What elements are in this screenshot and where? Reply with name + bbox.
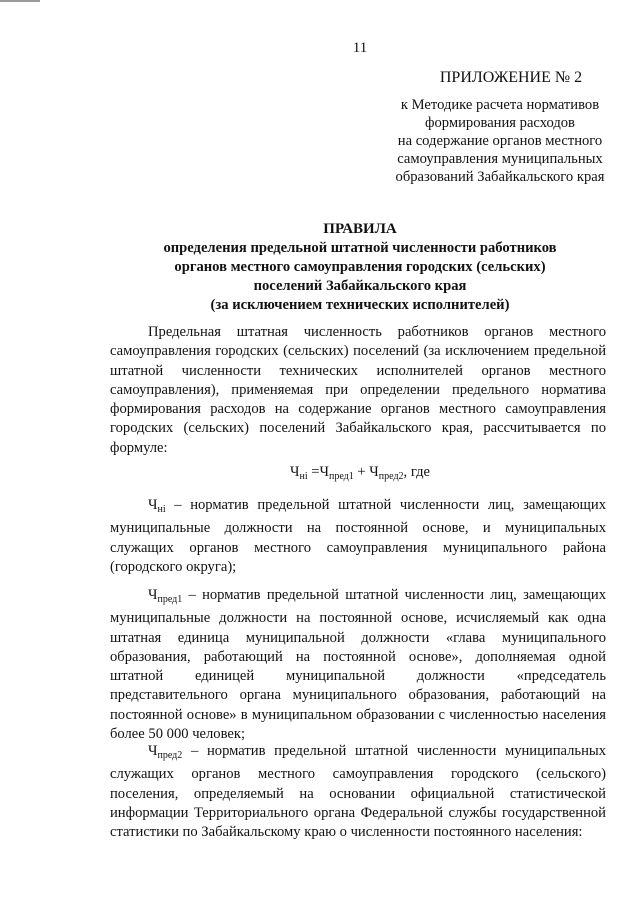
rules-subtitle-line: органов местного самоуправления городских (сельских) <box>174 259 546 275</box>
appendix-line: формирования расходов <box>425 115 575 131</box>
appendix-line: образований Забайкальского края <box>395 169 605 185</box>
formula-symbol: Ч <box>319 464 330 480</box>
definition-subscript: пред1 <box>157 594 183 605</box>
appendix-line: на содержание органов местного <box>397 133 603 149</box>
rules-subtitle-line: определения предельной штатной численности работников <box>163 240 557 256</box>
rules-heading: ПРАВИЛА <box>323 221 397 237</box>
definition-symbol: Ч <box>148 587 158 603</box>
definition-paragraph <box>110 742 606 842</box>
formula-symbol: Ч <box>289 464 300 480</box>
definition-subscript: пред2 <box>157 750 183 761</box>
appendix-line: к Методике расчета нормативов <box>400 97 600 113</box>
definition-symbol: Ч <box>148 497 158 513</box>
appendix-title: ПРИЛОЖЕНИЕ № 2 <box>439 69 583 86</box>
appendix-reference <box>380 96 620 186</box>
scan-edge-mark <box>0 0 40 2</box>
formula-operator: = <box>307 464 320 480</box>
rules-subtitle-line: поселений Забайкальского края <box>253 278 467 294</box>
definition-paragraph <box>110 586 606 744</box>
formula-subscript: нi <box>299 471 308 482</box>
definition-text: – норматив предельной штатной численности муниципальных служащих органов местного самоуправления городского (сельского) поселения, определяемый на основании официальной статистической информации Территориального органа Федеральной службы государственной статистики по Забайкальскому краю о численности постоянного населения: <box>110 743 606 841</box>
definition-paragraph <box>110 496 606 577</box>
appendix-line: самоуправления муниципальных <box>397 151 603 167</box>
formula-operator: + <box>353 464 370 480</box>
definition-text: – норматив предельной штатной численности лиц, замещающих муниципальные должности на постоянной основе, и муниципальных служащих органов местного самоуправления муниципального района (городского округа); <box>110 497 606 575</box>
formula-symbol: Ч <box>369 464 379 480</box>
page-number: 11 <box>352 40 368 56</box>
rules-title-block <box>0 220 640 315</box>
appendix-block <box>380 67 620 186</box>
formula-subscript: пред2 <box>378 471 404 482</box>
rules-subtitle-line: (за исключением технических исполнителей) <box>210 297 510 313</box>
formula <box>0 464 640 482</box>
definition-text: – норматив предельной штатной численности лиц, замещающих муниципальные должности на постоянной основе, исчисляемый как одна штатная единица муниципальной должности «глава муниципального образования, работающий на постоянной основе», дополняемая одной штатной единицей муниципальной должности «председатель представительного органа муниципального образования, работающий на постоянной основе» в муниципальном образовании с численностью населения более 50 000 человек; <box>110 587 606 743</box>
intro-paragraph: Предельная штатная численность работников органов местного самоуправления городских (сельских) поселений (за исключением предельной штатной численности технических исполнителей органов местного самоуправления), применяемая при определении предельного норматива формирования расходов на содержание органов местного самоуправления городских (сельских) поселений Забайкальского края, рассчитывается по формуле: <box>110 324 606 456</box>
definition-symbol: Ч <box>148 743 158 759</box>
formula-subscript: пред1 <box>329 471 354 482</box>
definition-subscript: нi <box>157 504 166 515</box>
formula-tail: , где <box>403 464 431 480</box>
